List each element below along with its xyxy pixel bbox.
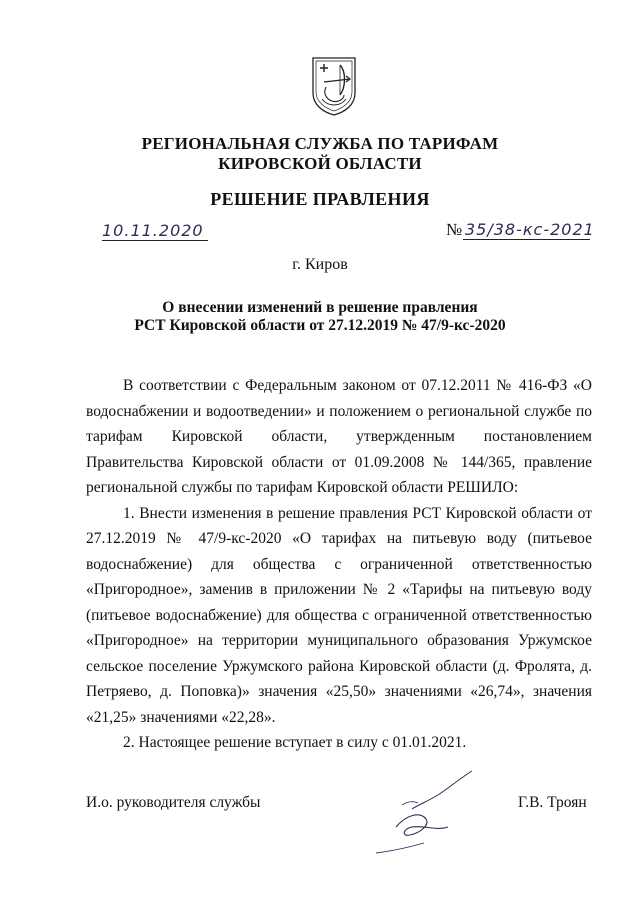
- organization-region: КИРОВСКОЙ ОБЛАСТИ: [218, 154, 422, 173]
- date-underline: [102, 240, 208, 241]
- clause-2-paragraph: 2. Настоящее решение вступает в силу с 01.01.2021.: [123, 734, 467, 751]
- decision-number: [463, 215, 595, 243]
- coat-of-arms-icon: [310, 55, 358, 117]
- signer-position: И.о. руководителя службы: [86, 794, 261, 811]
- decision-number-value: 35/38-кс-2021: [465, 220, 595, 239]
- clause-1-paragraph: 1. Внести изменения в решение правления РСТ Кировской области от 27.12.2019 № 47/9-кс-2020 «О тарифах на питьевую воду (питьевое водоснабжение) для общества с ограниченной ответственностью «Пригородное», заменив в приложении № 2 «Тарифы на питьевую воду (питьевое водоснабжение) для общества с ограниченной ответственностью «Пригородное» на территории муниципального образования Уржумское сельское поселение Уржумского района Кировской области (д. Фролята, д. Петряево, д. Поповка)» значения «25,50» значениями «26,74», значения «21,25» значениями «22,28».: [86, 504, 592, 726]
- city: г. Киров: [292, 256, 348, 273]
- number-label: №: [446, 220, 463, 239]
- decision-body: [86, 373, 592, 756]
- decision-date: [102, 217, 208, 243]
- subject-line-1: О внесении изменений в решение правления: [162, 299, 478, 316]
- document-type-title: РЕШЕНИЕ ПРАВЛЕНИЯ: [210, 189, 430, 209]
- decision-date-value: 10.11.2020: [102, 221, 204, 240]
- preamble-paragraph: В соответствии с Федеральным законом от 07.12.2011 № 416-ФЗ «О водоснабжении и водоотведении» и положением о региональной службе по тарифам Кировской области, утвержденным постановлением Правительства Кировской области от 01.09.2008 № 144/365, правление региональной службы по тарифам Кировской области РЕШИЛО:: [86, 377, 592, 496]
- organization-name: РЕГИОНАЛЬНАЯ СЛУЖБА ПО ТАРИФАМ: [141, 134, 499, 153]
- signer-name: Г.В. Троян: [518, 794, 587, 811]
- number-underline: [463, 239, 590, 240]
- subject-line-2: РСТ Кировской области от 27.12.2019 № 47/9-кс-2020: [134, 317, 506, 334]
- handwritten-signature: [362, 765, 492, 860]
